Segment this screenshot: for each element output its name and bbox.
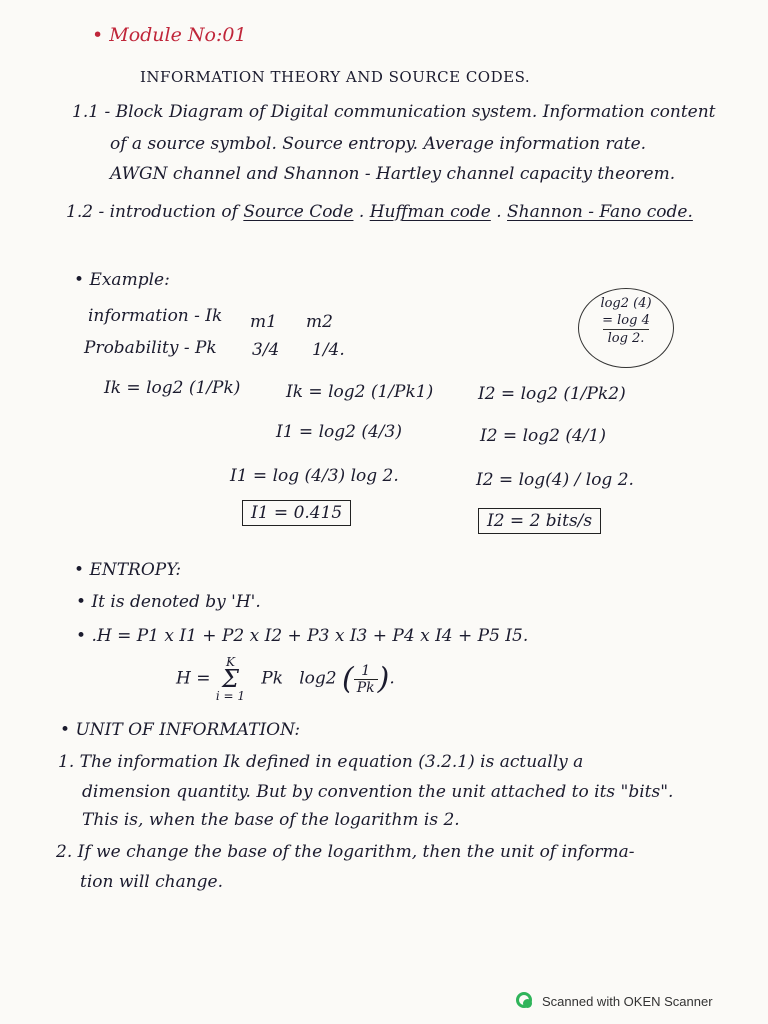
info-label: information - Ik — [88, 306, 223, 326]
unit-item-2-line1 — [56, 842, 635, 862]
side-note-equation: = log 4 — [602, 313, 650, 328]
summation-lower: i = 1 — [215, 689, 246, 703]
entropy-summation-formula — [176, 656, 395, 702]
topic-number: 1.2 - — [66, 202, 105, 222]
bullet-dot: • — [74, 560, 90, 580]
bullet-dot: • — [76, 626, 92, 646]
topic-text: introduction of — [109, 202, 238, 222]
example-heading-text: Example: — [89, 270, 170, 290]
bullet-dot: • — [60, 720, 76, 740]
topic-huffman-code: Huffman code — [369, 202, 491, 222]
i2-step2: I2 = log(4) / log 2. — [476, 470, 634, 490]
fraction-denominator: Pk — [356, 679, 375, 696]
item-number: 1. — [58, 752, 75, 772]
log2-term: log2 — [299, 668, 337, 689]
topic-source-code: Source Code — [243, 202, 354, 222]
i1-step1: I1 = log2 (4/3) — [276, 422, 402, 442]
unit-heading-text: UNIT OF INFORMATION: — [75, 720, 301, 740]
separator: . — [358, 202, 370, 222]
topic-1-2 — [66, 202, 693, 222]
item-text: If we change the base of the logarithm, then the unit of informa- — [77, 842, 635, 862]
unit-heading — [60, 720, 300, 740]
formula-general: Ik = log2 (1/Pk) — [104, 378, 241, 398]
entropy-line1-text: It is denoted by 'H'. — [91, 592, 261, 612]
scanner-watermark-text: Scanned with OKEN Scanner — [542, 993, 713, 1009]
probability-label: Probability - Pk — [84, 338, 217, 358]
item-number: 2. — [56, 842, 73, 862]
summation — [216, 656, 245, 702]
scanner-logo-icon — [516, 992, 534, 1010]
m1-label: m1 — [250, 312, 277, 332]
p2-value: 1/4. — [312, 340, 345, 360]
i2-step1: I2 = log2 (4/1) — [480, 426, 606, 446]
module-title-text: Module No:01 — [109, 24, 247, 46]
sigma-icon: Σ — [221, 665, 239, 693]
fraction-line — [603, 329, 649, 330]
i1-step2: I1 = log (4/3) log 2. — [230, 466, 399, 486]
separator: . — [496, 202, 508, 222]
bullet-dot: • — [92, 24, 110, 46]
entropy-line2 — [76, 626, 528, 646]
entropy-heading-text: ENTROPY: — [89, 560, 182, 580]
left-paren: ( — [342, 661, 354, 697]
right-paren: ) — [377, 661, 390, 697]
scanner-watermark — [516, 991, 713, 1011]
topic-text: Block Diagram of Digital communication system. Information content — [115, 102, 716, 122]
side-note-denominator: log 2. — [607, 331, 645, 346]
unit-item-1-line3: This is, when the base of the logarithm is 2. — [82, 810, 460, 830]
bullet-dot: • — [76, 592, 92, 612]
h-label: H = — [176, 668, 211, 689]
example-heading — [74, 270, 170, 290]
entropy-line1 — [76, 592, 261, 612]
entropy-line2-text: .H = P1 x I1 + P2 x I2 + P3 x I3 + P4 x I4 + P5 I5. — [91, 626, 529, 646]
side-note-log-conversion — [578, 288, 674, 368]
topic-shannon-fano-code: Shannon - Fano code. — [507, 202, 693, 222]
topic-1-1-line1 — [72, 102, 716, 122]
m2-label: m2 — [306, 312, 333, 332]
i2-result-box: I2 = 2 bits/s — [478, 508, 601, 534]
unit-item-1-line1 — [58, 752, 583, 772]
module-title — [92, 24, 247, 46]
formula-i2: I2 = log2 (1/Pk2) — [478, 384, 626, 404]
unit-item-1-line2: dimension quantity. But by convention the unit attached to its "bits". — [82, 782, 674, 802]
entropy-heading — [74, 560, 181, 580]
fraction — [354, 663, 378, 696]
bullet-dot: • — [74, 270, 90, 290]
fraction-numerator: 1 — [354, 663, 378, 680]
summation-upper: K — [225, 655, 235, 669]
formula-ik-pk1: Ik = log2 (1/Pk1) — [286, 382, 434, 402]
p1-value: 3/4 — [252, 340, 280, 360]
unit-item-2-line2: tion will change. — [80, 872, 224, 892]
topic-1-1-line3: AWGN channel and Shannon - Hartley channel capacity theorem. — [110, 164, 676, 184]
topic-number: 1.1 - — [72, 102, 111, 122]
pk-term: Pk — [261, 668, 284, 689]
topic-1-1-line2: of a source symbol. Source entropy. Average information rate. — [110, 134, 647, 154]
end-dot: . — [389, 668, 395, 689]
item-text: The information Ik defined in equation (3.2.1) is actually a — [79, 752, 584, 772]
side-note-top: log2 (4) — [600, 296, 652, 311]
i1-result-box: I1 = 0.415 — [242, 500, 351, 526]
page-heading: INFORMATION THEORY AND SOURCE CODES. — [140, 68, 531, 86]
